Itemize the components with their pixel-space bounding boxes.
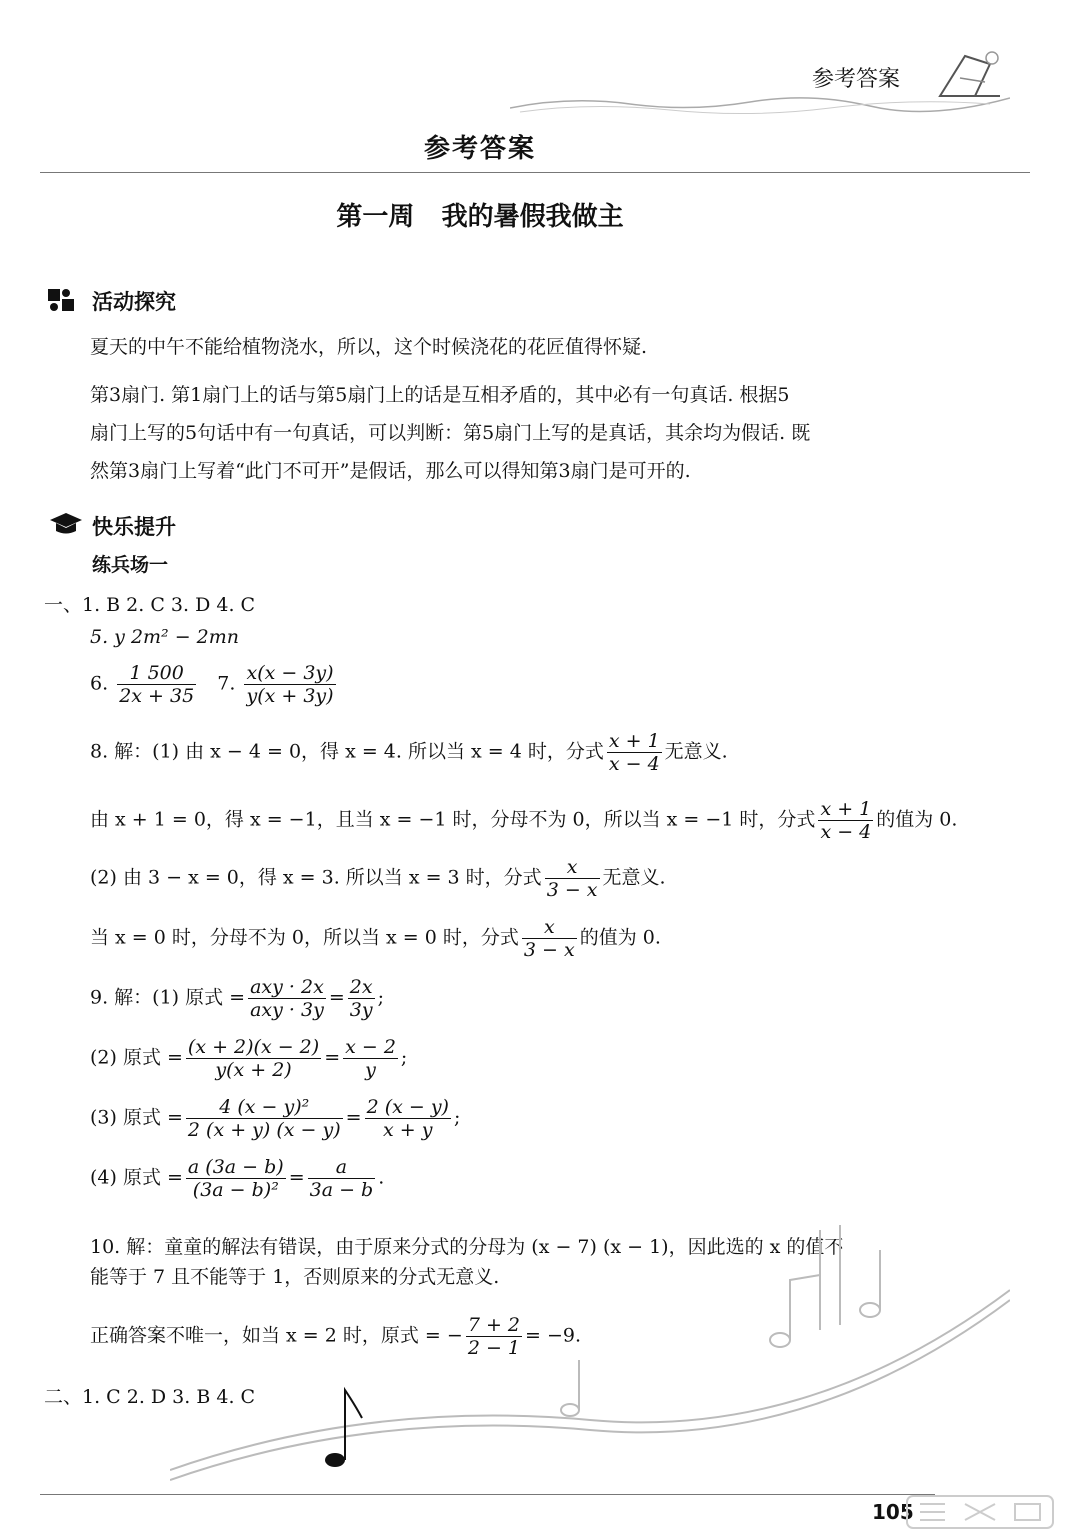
q8-c-numerator: x — [545, 856, 600, 879]
q8-a-end: 无意义. — [664, 740, 728, 763]
q8-d-fraction — [522, 916, 577, 961]
graduation-cap-icon — [48, 510, 84, 538]
q6-fraction — [117, 662, 196, 707]
q9-1-fraction-b — [348, 976, 375, 1021]
q9-4-denominator-b: 3a − b — [309, 1179, 374, 1201]
q9-3-fraction-b — [365, 1096, 451, 1141]
q10-numerator: 7 + 2 — [467, 1314, 520, 1336]
q8-d-text: 当 x = 0 时，分母不为 0，所以当 x = 0 时，分式 — [90, 926, 519, 949]
q9-4-text: (4) 原式 = — [90, 1166, 183, 1189]
q9-1-text: 9. 解：(1) 原式 = — [90, 986, 246, 1009]
q7-numerator: x(x − 3y) — [244, 662, 335, 685]
q8-c-end: 无意义. — [602, 866, 666, 889]
q8-c-text: (2) 由 3 − x = 0，得 x = 3. 所以当 x = 3 时，分式 — [90, 866, 542, 889]
q8-a-fraction — [607, 730, 662, 775]
q6-label: 6. — [90, 672, 109, 695]
q9-4-numerator-a: a (3a − b) — [187, 1156, 284, 1178]
answer-part2: 二、1. C 2. D 3. B 4. C — [44, 1386, 256, 1408]
activity-p2-line3: 然第3扇门上写着“此门不可开”是假话，那么可以得知第3扇门是可开的. — [90, 460, 691, 482]
q9-4-denominator-a: (3a − b)² — [192, 1179, 279, 1201]
q8-b-text: 由 x + 1 = 0，得 x = −1，且当 x = −1 时，分母不为 0，所以当 x = −1 时，分式 — [90, 808, 816, 831]
answer-q10-line2: 能等于 7 且不能等于 1，否则原来的分式无意义. — [90, 1266, 500, 1288]
q7-denominator: y(x + 3y) — [246, 685, 334, 707]
q9-1-numerator-b: 2x — [348, 976, 375, 999]
answer-q8-c — [90, 856, 666, 901]
q9-3-numerator-a: 4 (x − y)² — [186, 1096, 343, 1119]
q9-3-text: (3) 原式 = — [90, 1106, 183, 1129]
answer-q8-a — [90, 730, 728, 775]
activity-p1: 夏天的中午不能给植物浇水，所以，这个时候浇花的花匠值得怀疑. — [90, 336, 648, 358]
q10-end: = −9. — [525, 1324, 582, 1347]
q6-denominator: 2x + 35 — [119, 685, 195, 707]
footer-divider — [40, 1494, 935, 1495]
q8-b-fraction — [818, 798, 873, 843]
q10-text: 正确答案不唯一，如当 x = 2 时，原式 = − — [90, 1324, 463, 1347]
q9-2-fraction-b — [343, 1036, 398, 1081]
q9-2-fraction-a — [186, 1036, 321, 1081]
music-notes-icon — [170, 1170, 1010, 1490]
q8-b-denominator: x − 4 — [820, 821, 872, 843]
q9-1-numerator-a: axy · 2x — [248, 976, 326, 999]
q9-1-denominator-a: axy · 3y — [250, 999, 324, 1021]
q7-fraction — [244, 662, 335, 707]
activity-heading: 活动探究 — [92, 290, 176, 314]
q9-2-numerator-b: x − 2 — [345, 1036, 396, 1058]
q8-d-denominator: 3 − x — [523, 939, 575, 961]
answer-q9-4: (4) 原式 = $\frac{a (3a - b)}{\text{(3a − b)²}}$ = $\frac{a}{3a - b}$ . — [90, 1156, 385, 1201]
q8-d-end: 的值为 0. — [579, 926, 661, 949]
q9-4-numerator-b: a — [308, 1156, 376, 1179]
q6-numerator: 1 500 — [117, 662, 196, 685]
q9-2-denominator-b: y — [365, 1059, 376, 1081]
week-title: 第一周 我的暑假我做主 — [336, 202, 624, 232]
answer-q6-q7 — [90, 662, 339, 707]
q8-d-numerator: x — [522, 916, 577, 939]
page-title: 参考答案 — [423, 134, 536, 164]
improve-heading: 快乐提升 — [92, 515, 176, 539]
q8-a-text: 8. 解：(1) 由 x − 4 = 0，得 x = 4. 所以当 x = 4 时，分式 — [90, 740, 604, 763]
q10-denominator: 2 − 1 — [467, 1337, 520, 1359]
watermark-stamp-icon — [905, 1492, 1055, 1532]
q9-3-denominator-b: x + y — [383, 1119, 433, 1141]
q8-a-numerator: x + 1 — [608, 730, 660, 752]
q8-c-fraction — [545, 856, 600, 901]
answer-q1-4: 一、1. B 2. C 3. D 4. C — [44, 594, 256, 616]
activity-p2-line1: 第3扇门. 第1扇门上的话与第5扇门上的话是互相矛盾的，其中必有一句真话. 根据5 — [90, 384, 790, 406]
answer-q9-3: (3) 原式 = $\frac{\text{4 (x − y)²}}{2 (x + y) (x - y)}$ = $\frac{2 (x - y)}{x + y}$ ; — [90, 1096, 461, 1141]
activity-p2-line2: 扇门上写的5句话中有一句真话，可以判断：第5扇门上写的是真话，其余均为假话. 既 — [90, 422, 811, 444]
q9-2-denominator-a: y(x + 2) — [215, 1059, 292, 1081]
q9-3-denominator-a: 2 (x + y) (x − y) — [187, 1119, 341, 1141]
q9-3-fraction-a — [186, 1096, 343, 1141]
practice-subheading: 练兵场一 — [92, 554, 169, 576]
header-label: 参考答案 — [812, 67, 901, 92]
answer-q8-b — [90, 798, 957, 843]
q9-1-fraction-a — [248, 976, 326, 1021]
q9-2-text: (2) 原式 = — [90, 1046, 183, 1069]
q9-3-numerator-b: 2 (x − y) — [366, 1096, 449, 1118]
answer-q5: 5. y 2m² − 2mn — [90, 626, 240, 648]
page-number: 105 — [872, 1500, 914, 1524]
q9-1-denominator-b: 3y — [349, 999, 373, 1021]
q9-2-numerator-a: (x + 2)(x − 2) — [187, 1036, 320, 1058]
header-wave-divider — [510, 88, 1010, 118]
q8-b-numerator: x + 1 — [820, 798, 872, 820]
puzzle-icon — [46, 285, 82, 315]
q7-label: 7. — [217, 672, 236, 695]
q8-a-denominator: x − 4 — [608, 753, 660, 775]
answer-q9-1: 9. 解：(1) 原式 = $\frac{\text{axy · 2x}}{\text{axy · 3y}}$ = $\frac{2x}{3y}$ ; — [90, 976, 384, 1021]
title-divider — [40, 172, 1030, 173]
answer-q8-d — [90, 916, 661, 961]
answer-q9-2: (2) 原式 = $\frac{(x + 2)(x - 2)}{y(x + 2)}$ = $\frac{x - 2}{y}$ ; — [90, 1036, 408, 1081]
q8-b-end: 的值为 0. — [876, 808, 958, 831]
q8-c-denominator: 3 − x — [546, 879, 598, 901]
answer-q10-line1: 10. 解：童童的解法有错误，由于原来分式的分母为 (x − 7) (x − 1)，因此选的 x 的值不 — [90, 1236, 844, 1258]
